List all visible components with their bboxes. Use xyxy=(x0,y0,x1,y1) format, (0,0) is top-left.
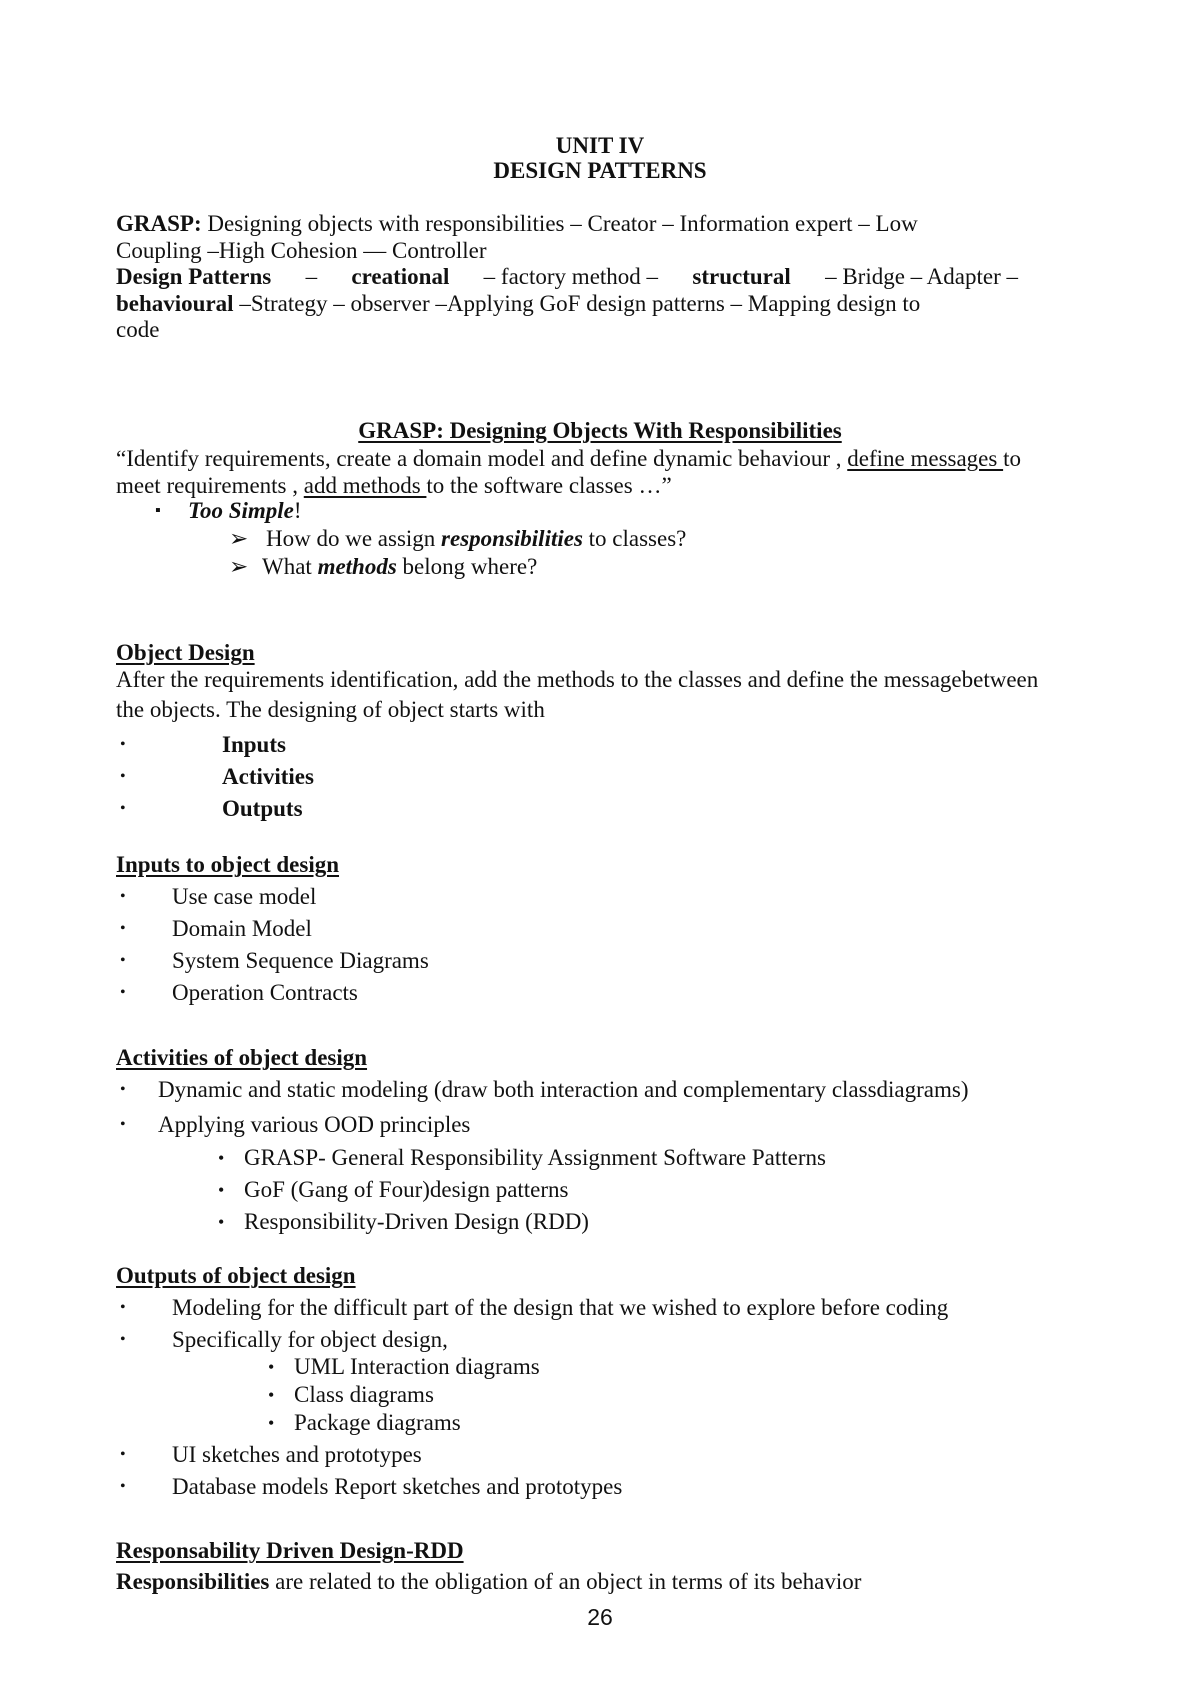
syllabus-patterns-line xyxy=(116,263,1018,291)
bullet-icon: • xyxy=(120,1081,126,1098)
factory-method-text: – factory method – xyxy=(483,264,659,289)
bullet-icon: • xyxy=(120,1116,126,1133)
grasp-heading: GRASP: Designing Objects With Responsibilities xyxy=(358,418,842,443)
q1-emphasis: responsibilities xyxy=(441,526,583,551)
rdd-text: are related to the obligation of an object in terms of its behavior xyxy=(275,1569,862,1594)
q1-text: How do we assign xyxy=(266,526,442,551)
rdd-heading: Responsability Driven Design-RDD xyxy=(116,1538,464,1563)
bullet-icon: • xyxy=(120,888,126,905)
sub-bullet-icon: • xyxy=(268,1385,275,1405)
object-design-para-line2: the objects. The designing of object starts with xyxy=(116,697,545,722)
list-item: Modeling for the difficult part of the design that we wished to explore before coding xyxy=(172,1295,949,1320)
list-item: UI sketches and prototypes xyxy=(172,1442,422,1467)
list-item: Activities xyxy=(222,764,314,789)
list-item: Database models Report sketches and prototypes xyxy=(172,1474,623,1499)
arrow-icon: ➢ xyxy=(229,554,249,579)
q2-emphasis: methods xyxy=(317,554,397,579)
grasp-label: GRASP: xyxy=(116,211,202,236)
q2-text: What xyxy=(262,554,318,579)
add-methods-link: add methods xyxy=(303,473,427,498)
syllabus-behavioural-line xyxy=(116,290,920,318)
separator: – xyxy=(305,264,318,289)
object-design-para-line1: After the requirements identification, add the methods to the classes and define the messagebetween xyxy=(116,667,1039,692)
list-item: Domain Model xyxy=(172,916,312,941)
too-simple-line xyxy=(188,497,302,525)
question-1 xyxy=(266,525,686,553)
quote-text: meet requirements , xyxy=(116,473,304,498)
sub-bullet-icon: • xyxy=(268,1357,275,1377)
bullet-icon: • xyxy=(120,920,126,937)
page-number: 26 xyxy=(587,1604,613,1630)
sub-list-item: Package diagrams xyxy=(294,1410,461,1435)
bullet-icon: • xyxy=(120,768,126,785)
list-item: Inputs xyxy=(222,732,286,757)
design-patterns-label: Design Patterns xyxy=(116,264,272,289)
list-item: Use case model xyxy=(172,884,317,909)
bullet-icon: • xyxy=(120,736,126,753)
behavioural-label: behavioural xyxy=(116,291,234,316)
bullet-icon: • xyxy=(120,952,126,969)
sub-list-item: Responsibility-Driven Design (RDD) xyxy=(244,1209,589,1234)
syllabus-code-line: code xyxy=(116,317,160,342)
list-item: Specifically for object design, xyxy=(172,1327,448,1352)
unit-name: DESIGN PATTERNS xyxy=(493,158,707,183)
unit-title: UNIT IV xyxy=(555,133,645,158)
grasp-quote-line1 xyxy=(116,445,1021,473)
square-bullet-icon: ▪ xyxy=(155,502,161,519)
grasp-text: Designing objects with responsibilities – Creator – Information expert – Low xyxy=(207,211,918,236)
sub-list-item: UML Interaction diagrams xyxy=(294,1354,540,1379)
sub-list-item: GoF (Gang of Four)design patterns xyxy=(244,1177,569,1202)
structural-label: structural xyxy=(692,264,791,289)
define-messages-link: define messages xyxy=(847,446,1004,471)
bullet-icon: • xyxy=(120,1446,126,1463)
sub-bullet-icon: • xyxy=(218,1180,225,1200)
sub-list-item: Class diagrams xyxy=(294,1382,434,1407)
bullet-icon: • xyxy=(120,984,126,1001)
outputs-heading: Outputs of object design xyxy=(116,1263,356,1288)
bullet-icon: • xyxy=(120,1331,126,1348)
sub-bullet-icon: • xyxy=(218,1148,225,1168)
sub-bullet-icon: • xyxy=(218,1212,225,1232)
too-simple-text: Too Simple xyxy=(188,498,294,523)
arrow-icon: ➢ xyxy=(229,526,249,551)
sub-bullet-icon: • xyxy=(268,1413,275,1433)
object-design-heading: Object Design xyxy=(116,640,255,665)
list-item: System Sequence Diagrams xyxy=(172,948,429,973)
quote-text: “Identify requirements, create a domain model and define dynamic behaviour , xyxy=(116,446,848,471)
creational-label: creational xyxy=(351,264,450,289)
bullet-icon: • xyxy=(120,1478,126,1495)
syllabus-grasp-line1 xyxy=(116,210,918,238)
too-simple-suffix: ! xyxy=(293,498,302,523)
inputs-heading: Inputs to object design xyxy=(116,852,340,877)
bullet-icon: • xyxy=(120,1299,126,1316)
grasp-quote-line2 xyxy=(116,472,672,500)
activities-heading: Activities of object design xyxy=(116,1045,368,1070)
question-2 xyxy=(262,553,537,581)
list-item: Operation Contracts xyxy=(172,980,358,1005)
quote-text: to the software classes …” xyxy=(426,473,672,498)
rdd-paragraph xyxy=(116,1568,861,1596)
q1-text: to classes? xyxy=(582,526,687,551)
sub-list-item: GRASP- General Responsibility Assignment Software Patterns xyxy=(244,1145,826,1170)
list-item: Outputs xyxy=(222,796,303,821)
list-item: Applying various OOD principles xyxy=(158,1112,471,1137)
bridge-adapter-text: – Bridge – Adapter – xyxy=(825,264,1018,289)
quote-text: to xyxy=(1003,446,1021,471)
rdd-label: Responsibilities xyxy=(116,1569,270,1594)
bullet-icon: • xyxy=(120,800,126,817)
syllabus-grasp-line2: Coupling –High Cohesion — Controller xyxy=(116,238,487,263)
q2-text: belong where? xyxy=(396,554,538,579)
list-item: Dynamic and static modeling (draw both interaction and complementary classdiagrams) xyxy=(158,1077,969,1102)
behavioural-text: –Strategy – observer –Applying GoF design patterns – Mapping design to xyxy=(239,291,921,316)
